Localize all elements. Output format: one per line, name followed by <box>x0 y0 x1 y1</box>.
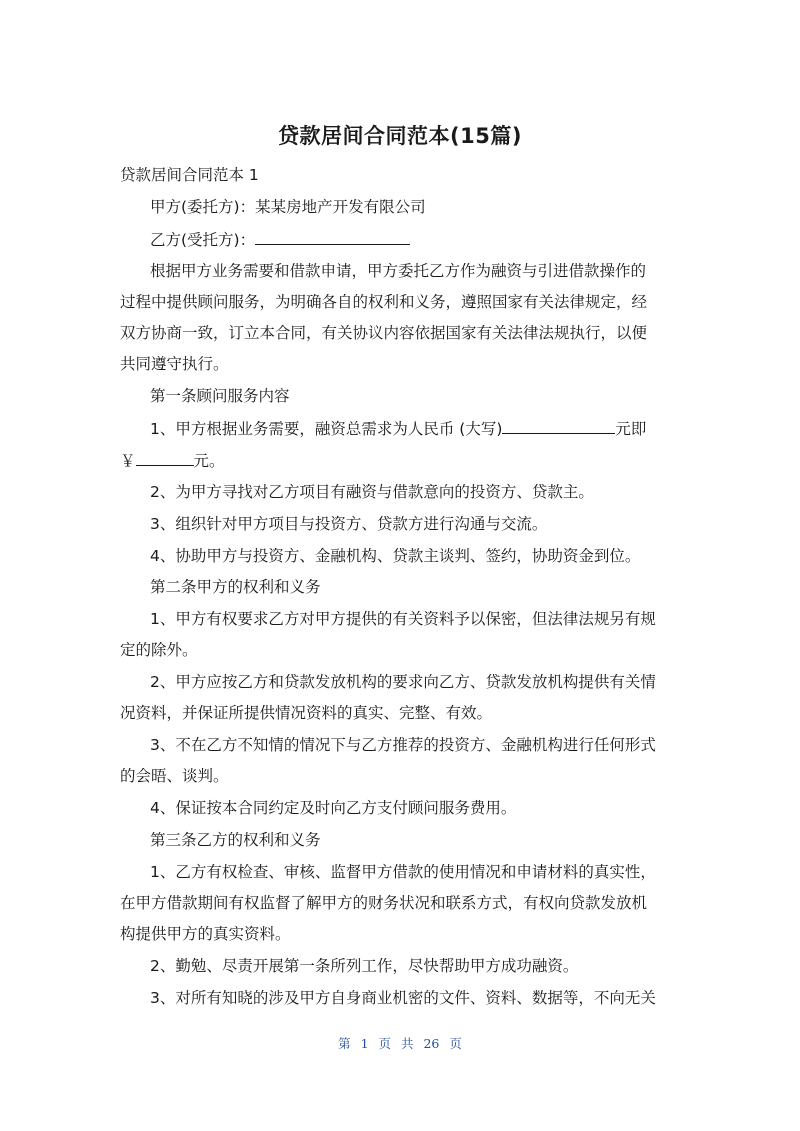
article-1-heading: 第一条顾问服务内容 <box>150 387 290 405</box>
article-3-item-1: 1、乙方有权检查、审核、监督甲方借款的使用情况和申请材料的真实性， <box>150 863 656 881</box>
preamble-line: 双方协商一致，订立本合同，有关协议内容依据国家有关法律法规执行，以便 <box>120 324 648 342</box>
article-1-item-4: 4、协助甲方与投资方、金融机构、贷款主谈判、签约，协助资金到位。 <box>150 547 641 565</box>
article-1-item-1 <box>150 418 646 439</box>
party-b-blank <box>255 229 410 245</box>
article-3-item-1-cont: 在甲方借款期间有权监督了解甲方的财务状况和联系方式，有权向贷款发放机 <box>120 894 648 912</box>
article-2-item-4: 4、保证按本合同约定及时向乙方支付顾问服务费用。 <box>150 799 517 817</box>
article-2-heading: 第二条甲方的权利和义务 <box>150 578 321 596</box>
article-3-item-3: 3、对所有知晓的涉及甲方自身商业机密的文件、资料、数据等，不向无关 <box>150 989 656 1007</box>
article-1-item-2: 2、为甲方寻找对乙方项目有融资与借款意向的投资方、贷款主。 <box>150 483 594 501</box>
article-2-item-3: 3、不在乙方不知情的情况下与乙方推荐的投资方、金融机构进行任何形式 <box>150 736 656 754</box>
document-title: 贷款居间合同范本(15篇) <box>278 124 522 148</box>
article-2-item-3-cont: 的会晤、谈判。 <box>120 767 229 785</box>
article-3-item-1-cont: 构提供甲方的真实资料。 <box>120 925 291 943</box>
party-a-line: 甲方(委托方)：某某房地产开发有限公司 <box>150 198 426 216</box>
page-number-footer: 第 1 页 共 26 页 <box>338 1036 462 1051</box>
preamble-line: 根据甲方业务需要和借款申请，甲方委托乙方作为融资与引进借款操作的 <box>150 262 647 280</box>
article-2-item-2: 2、甲方应按乙方和贷款发放机构的要求向乙方、贷款发放机构提供有关情 <box>150 673 656 691</box>
article-2-item-1: 1、甲方有权要求乙方对甲方提供的有关资料予以保密，但法律法规另有规 <box>150 610 656 628</box>
item-text: 元。 <box>193 452 225 470</box>
article-2-item-2-cont: 况资料，并保证所提供情况资料的真实、完整、有效。 <box>120 704 493 722</box>
article-3-heading: 第三条乙方的权利和义务 <box>150 831 321 849</box>
article-2-item-1-cont: 定的除外。 <box>120 641 198 659</box>
party-b-label: 乙方(受托方)： <box>150 231 256 249</box>
item-text: 元即 <box>615 420 647 438</box>
section-subheading: 贷款居间合同范本 1 <box>120 166 259 184</box>
currency-symbol: ￥ <box>120 452 136 470</box>
item-text: 1、甲方根据业务需要，融资总需求为人民币 (大写) <box>150 420 503 438</box>
party-b-line <box>150 229 410 250</box>
article-1-item-3: 3、组织针对甲方项目与投资方、贷款方进行沟通与交流。 <box>150 515 548 533</box>
article-3-item-2: 2、勤勉、尽责开展第一条所列工作，尽快帮助甲方成功融资。 <box>150 957 579 975</box>
preamble-line: 共同遵守执行。 <box>120 355 229 373</box>
article-1-item-1-cont <box>120 450 225 471</box>
amount-blank <box>136 450 194 466</box>
amount-words-blank <box>502 418 615 434</box>
preamble-line: 过程中提供顾问服务，为明确各自的权利和义务，遵照国家有关法律规定，经 <box>120 293 648 311</box>
